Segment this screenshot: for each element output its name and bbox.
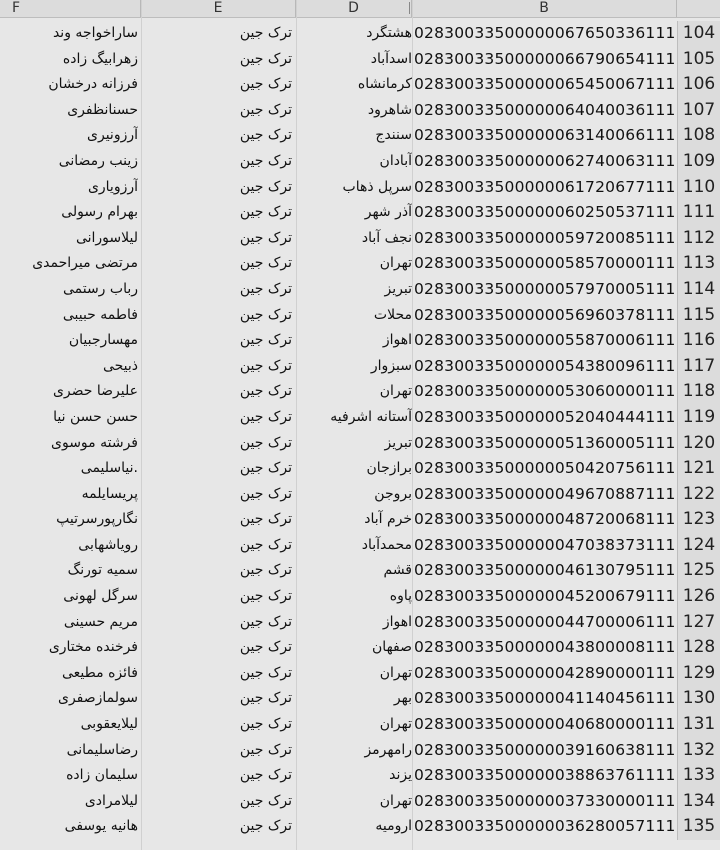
- cell-name[interactable]: .نیاسلیمی: [80, 460, 138, 477]
- cell-name[interactable]: حسن حسن نیا: [53, 408, 138, 425]
- cell-account-number[interactable]: 02830033500000038863761111: [414, 766, 676, 785]
- cell-name[interactable]: مریم حسینی: [63, 613, 138, 630]
- cell-account-number[interactable]: 02830033500000062740063111: [414, 151, 676, 170]
- table-row: [0, 251, 720, 277]
- row-header[interactable]: 128: [677, 635, 720, 661]
- table-row: [0, 456, 720, 482]
- column-header-b[interactable]: B: [412, 0, 677, 17]
- cell-account-number[interactable]: 02830033500000051360005111: [414, 433, 676, 452]
- cell-account-number[interactable]: 02830033500000049670887111: [414, 484, 676, 503]
- table-row: [0, 200, 720, 226]
- row-header[interactable]: 134: [677, 789, 720, 815]
- cell-account-number[interactable]: 02830033500000061720677111: [414, 177, 676, 196]
- table-row: [0, 72, 720, 98]
- cell-name[interactable]: لیلاسورانی: [75, 229, 138, 246]
- cell-name[interactable]: نگارپورسرتیپ: [56, 511, 138, 528]
- cell-name[interactable]: رضاسلیمانی: [66, 741, 138, 758]
- row-header[interactable]: 135: [677, 814, 720, 840]
- row-header[interactable]: 129: [677, 661, 720, 687]
- cell-city[interactable]: آذر شهر: [364, 204, 412, 221]
- cell-city[interactable]: تبریز: [384, 434, 412, 451]
- cell-city[interactable]: خرم آباد: [364, 511, 412, 528]
- table-row: [0, 661, 720, 687]
- cell-city[interactable]: اهواز: [382, 613, 412, 630]
- cell-name[interactable]: لیلایعقوبی: [80, 716, 138, 733]
- row-header[interactable]: 133: [677, 763, 720, 789]
- row-header[interactable]: 123: [677, 507, 720, 533]
- table-row: [0, 558, 720, 584]
- cell-name[interactable]: لیلامرادی: [84, 792, 138, 809]
- cell-account-number[interactable]: 02830033500000060250537111: [414, 203, 676, 222]
- cell-name[interactable]: آرزونیری: [87, 127, 138, 144]
- cell-category[interactable]: ترک جین: [239, 588, 292, 605]
- column-header-e[interactable]: E: [141, 0, 296, 17]
- table-row: [0, 814, 720, 840]
- cell-category[interactable]: ترک جین: [239, 767, 292, 784]
- cell-city[interactable]: تهران: [379, 716, 412, 733]
- cell-city[interactable]: سنندج: [375, 127, 412, 144]
- cell-name[interactable]: بهرام رسولی: [61, 204, 138, 221]
- cell-account-number[interactable]: 02830033500000054380096111: [414, 356, 676, 375]
- cell-account-number[interactable]: 02830033500000057970005111: [414, 279, 676, 298]
- cell-city[interactable]: تهران: [379, 255, 412, 272]
- row-header[interactable]: 110: [677, 175, 720, 201]
- cell-city[interactable]: نجف آباد: [361, 229, 412, 246]
- cell-category[interactable]: ترک جین: [239, 460, 292, 477]
- cell-account-number[interactable]: 02830033500000041140456111: [414, 689, 676, 708]
- row-header[interactable]: 120: [677, 431, 720, 457]
- row-header[interactable]: 112: [677, 226, 720, 252]
- row-header[interactable]: 104: [677, 21, 720, 47]
- cell-city[interactable]: هشتگرد: [366, 25, 412, 41]
- cell-city[interactable]: آبادان: [379, 152, 412, 169]
- cell-category[interactable]: ترک جین: [239, 152, 292, 169]
- cell-account-number[interactable]: 02830033500000052040444111: [414, 407, 676, 426]
- table-row: [0, 303, 720, 329]
- cell-category[interactable]: ترک جین: [239, 332, 292, 349]
- row-header[interactable]: 111: [677, 200, 720, 226]
- row-header[interactable]: 109: [677, 149, 720, 175]
- table-row: [0, 482, 720, 508]
- cell-category[interactable]: ترک جین: [239, 178, 292, 195]
- cell-name[interactable]: سلیمان زاده: [66, 767, 138, 784]
- cell-city[interactable]: تهران: [379, 664, 412, 681]
- cell-name[interactable]: آرزویاری: [87, 178, 138, 195]
- table-row: [0, 21, 720, 47]
- row-header[interactable]: 108: [677, 123, 720, 149]
- cell-name[interactable]: مهسارجبیان: [68, 332, 138, 349]
- cell-city[interactable]: پاوه: [389, 588, 412, 605]
- row-header[interactable]: 118: [677, 379, 720, 405]
- cell-category[interactable]: ترک جین: [239, 639, 292, 656]
- cell-city[interactable]: بهر: [393, 690, 412, 707]
- cell-category[interactable]: ترک جین: [239, 408, 292, 425]
- table-row: [0, 47, 720, 73]
- cell-category[interactable]: ترک جین: [239, 485, 292, 502]
- table-row: [0, 635, 720, 661]
- cell-name[interactable]: فائزه مطیعی: [62, 664, 138, 681]
- cell-name[interactable]: زینب رمضانی: [58, 152, 138, 169]
- row-header[interactable]: 130: [677, 686, 720, 712]
- cell-account-number[interactable]: 02830033500000039160638111: [414, 740, 676, 759]
- cell-account-number[interactable]: 02830033500000059720085111: [414, 228, 676, 247]
- cell-city[interactable]: تبریز: [384, 280, 412, 297]
- row-header[interactable]: 105: [677, 47, 720, 73]
- cell-account-number[interactable]: 02830033500000056960378111: [414, 305, 676, 324]
- table-row: [0, 379, 720, 405]
- cell-account-number[interactable]: 02830033500000064040036111: [414, 100, 676, 119]
- cell-city[interactable]: آستانه اشرفیه: [330, 408, 412, 425]
- cell-name[interactable]: ذبیحی: [102, 357, 138, 374]
- cell-name[interactable]: علیرضا حضری: [52, 383, 138, 400]
- cell-category[interactable]: ترک جین: [239, 792, 292, 809]
- cell-category[interactable]: ترک جین: [239, 357, 292, 374]
- cell-city[interactable]: کرمانشاه: [357, 76, 412, 93]
- table-row: [0, 123, 720, 149]
- cell-city[interactable]: صفهان: [372, 639, 412, 656]
- cell-category[interactable]: ترک جین: [239, 664, 292, 681]
- cell-account-number[interactable]: 02830033500000050420756111: [414, 459, 676, 478]
- cell-account-number[interactable]: 02830033500000045200679111: [414, 587, 676, 606]
- cell-name[interactable]: زهرابیگ زاده: [62, 50, 138, 67]
- cell-city[interactable]: یزند: [389, 767, 412, 784]
- cell-category[interactable]: ترک جین: [239, 511, 292, 528]
- cell-account-number[interactable]: 02830033500000044700006111: [414, 612, 676, 631]
- table-row: [0, 354, 720, 380]
- cell-account-number[interactable]: 02830033500000053060000111: [414, 382, 676, 401]
- cell-account-number[interactable]: 02830033500000037330000111: [414, 791, 676, 810]
- cell-name[interactable]: فرخنده مختاری: [48, 639, 138, 656]
- cell-account-number[interactable]: 02830033500000058570000111: [414, 254, 676, 273]
- cell-category[interactable]: ترک جین: [239, 536, 292, 553]
- cell-name[interactable]: هانیه یوسفی: [64, 818, 138, 835]
- column-header-f[interactable]: F: [0, 0, 141, 17]
- cell-city[interactable]: تهران: [379, 383, 412, 400]
- cell-category[interactable]: ترک جین: [239, 741, 292, 758]
- cell-category[interactable]: ترک جین: [239, 383, 292, 400]
- cell-category[interactable]: ترک جین: [239, 50, 292, 67]
- cell-account-number[interactable]: 02830033500000065450067111: [414, 75, 676, 94]
- table-row: [0, 328, 720, 354]
- cell-name[interactable]: فرزانه درخشان: [48, 76, 138, 93]
- cell-account-number[interactable]: 02830033500000043800008111: [414, 638, 676, 657]
- cell-category[interactable]: ترک جین: [239, 127, 292, 144]
- cell-category[interactable]: ترک جین: [239, 613, 292, 630]
- row-header[interactable]: 119: [677, 405, 720, 431]
- row-header[interactable]: 124: [677, 533, 720, 559]
- table-row: [0, 610, 720, 636]
- row-header[interactable]: 131: [677, 712, 720, 738]
- table-row: [0, 277, 720, 303]
- cell-category[interactable]: ترک جین: [239, 434, 292, 451]
- cell-name[interactable]: سمیه تورنگ: [67, 562, 138, 579]
- cell-category[interactable]: ترک جین: [239, 204, 292, 221]
- table-row: [0, 584, 720, 610]
- cell-account-number[interactable]: 02830033500000067650336111: [414, 24, 676, 42]
- cell-name[interactable]: فاطمه حبیبی: [62, 306, 138, 323]
- cell-category[interactable]: ترک جین: [239, 690, 292, 707]
- table-row: [0, 686, 720, 712]
- cell-name[interactable]: پریسایلمه: [81, 485, 138, 502]
- cell-account-number[interactable]: 02830033500000042890000111: [414, 663, 676, 682]
- cell-city[interactable]: بروجن: [374, 485, 412, 502]
- cell-category[interactable]: ترک جین: [239, 562, 292, 579]
- cell-category[interactable]: ترک جین: [239, 76, 292, 93]
- row-header[interactable]: 122: [677, 482, 720, 508]
- cell-city[interactable]: محمدآباد: [361, 536, 412, 553]
- cell-account-number[interactable]: 02830033500000040680000111: [414, 715, 676, 734]
- data-rows: [0, 21, 720, 840]
- row-header[interactable]: 126: [677, 584, 720, 610]
- table-row: [0, 226, 720, 252]
- table-row: [0, 175, 720, 201]
- cell-name[interactable]: مرتضی میراحمدی: [32, 255, 138, 272]
- table-row: [0, 763, 720, 789]
- cell-account-number[interactable]: 02830033500000048720068111: [414, 510, 676, 529]
- row-header[interactable]: 107: [677, 98, 720, 124]
- cell-name[interactable]: سولمازصفری: [57, 690, 138, 707]
- cell-category[interactable]: ترک جین: [239, 716, 292, 733]
- cell-category[interactable]: ترک جین: [239, 818, 292, 835]
- table-row: [0, 149, 720, 175]
- cell-city[interactable]: رامهرمز: [364, 741, 412, 758]
- cell-city[interactable]: اسدآباد: [370, 50, 412, 67]
- table-row: [0, 431, 720, 457]
- cell-city[interactable]: قشم: [383, 562, 412, 579]
- row-header[interactable]: 127: [677, 610, 720, 636]
- cell-city[interactable]: برازجان: [366, 460, 412, 477]
- row-header[interactable]: 106: [677, 72, 720, 98]
- cell-category[interactable]: ترک جین: [239, 306, 292, 323]
- cell-city[interactable]: ارومیه: [375, 818, 412, 835]
- cell-city[interactable]: سبزوار: [370, 357, 412, 374]
- cell-account-number[interactable]: 02830033500000063140066111: [414, 126, 676, 145]
- cell-category[interactable]: ترک جین: [239, 101, 292, 118]
- cell-name[interactable]: ساراخواجه وند: [52, 25, 138, 41]
- cell-city[interactable]: محلات: [373, 306, 412, 323]
- column-header-bar: [0, 0, 720, 18]
- cell-city[interactable]: تهران: [379, 792, 412, 809]
- column-header-d[interactable]: D: [296, 0, 412, 17]
- row-header[interactable]: 125: [677, 558, 720, 584]
- row-header[interactable]: 113: [677, 251, 720, 277]
- cell-name[interactable]: رباب رستمی: [62, 280, 138, 297]
- table-row: [0, 98, 720, 124]
- cell-account-number[interactable]: 02830033500000066790654111: [414, 49, 676, 68]
- cell-name[interactable]: سرگل لهونی: [63, 588, 138, 605]
- cell-name[interactable]: حسنانظفری: [67, 101, 138, 118]
- row-header[interactable]: 132: [677, 738, 720, 764]
- table-row: [0, 405, 720, 431]
- cell-category[interactable]: ترک جین: [239, 255, 292, 272]
- row-header[interactable]: 114: [677, 277, 720, 303]
- cell-name[interactable]: رویاشهابی: [78, 536, 138, 553]
- cell-city[interactable]: اهواز: [382, 332, 412, 349]
- cell-category[interactable]: ترک جین: [239, 280, 292, 297]
- table-row: [0, 789, 720, 815]
- select-all-corner[interactable]: [677, 0, 720, 17]
- row-header[interactable]: 117: [677, 354, 720, 380]
- row-header[interactable]: 115: [677, 303, 720, 329]
- cell-city[interactable]: شاهرود: [367, 101, 412, 118]
- table-row: [0, 507, 720, 533]
- row-header[interactable]: 116: [677, 328, 720, 354]
- cell-account-number[interactable]: 02830033500000047038373111: [414, 535, 676, 554]
- cell-category[interactable]: ترک جین: [239, 229, 292, 246]
- table-row: [0, 738, 720, 764]
- cell-city[interactable]: سرپل ذهاب: [342, 178, 412, 195]
- cell-category[interactable]: ترک جین: [239, 25, 292, 41]
- cell-account-number[interactable]: 02830033500000036280057111: [414, 817, 676, 836]
- cell-account-number[interactable]: 02830033500000046130795111: [414, 561, 676, 580]
- cell-name[interactable]: فرشته موسوی: [51, 434, 138, 451]
- cell-account-number[interactable]: 02830033500000055870006111: [414, 331, 676, 350]
- table-row: [0, 533, 720, 559]
- row-header[interactable]: 121: [677, 456, 720, 482]
- table-row: [0, 712, 720, 738]
